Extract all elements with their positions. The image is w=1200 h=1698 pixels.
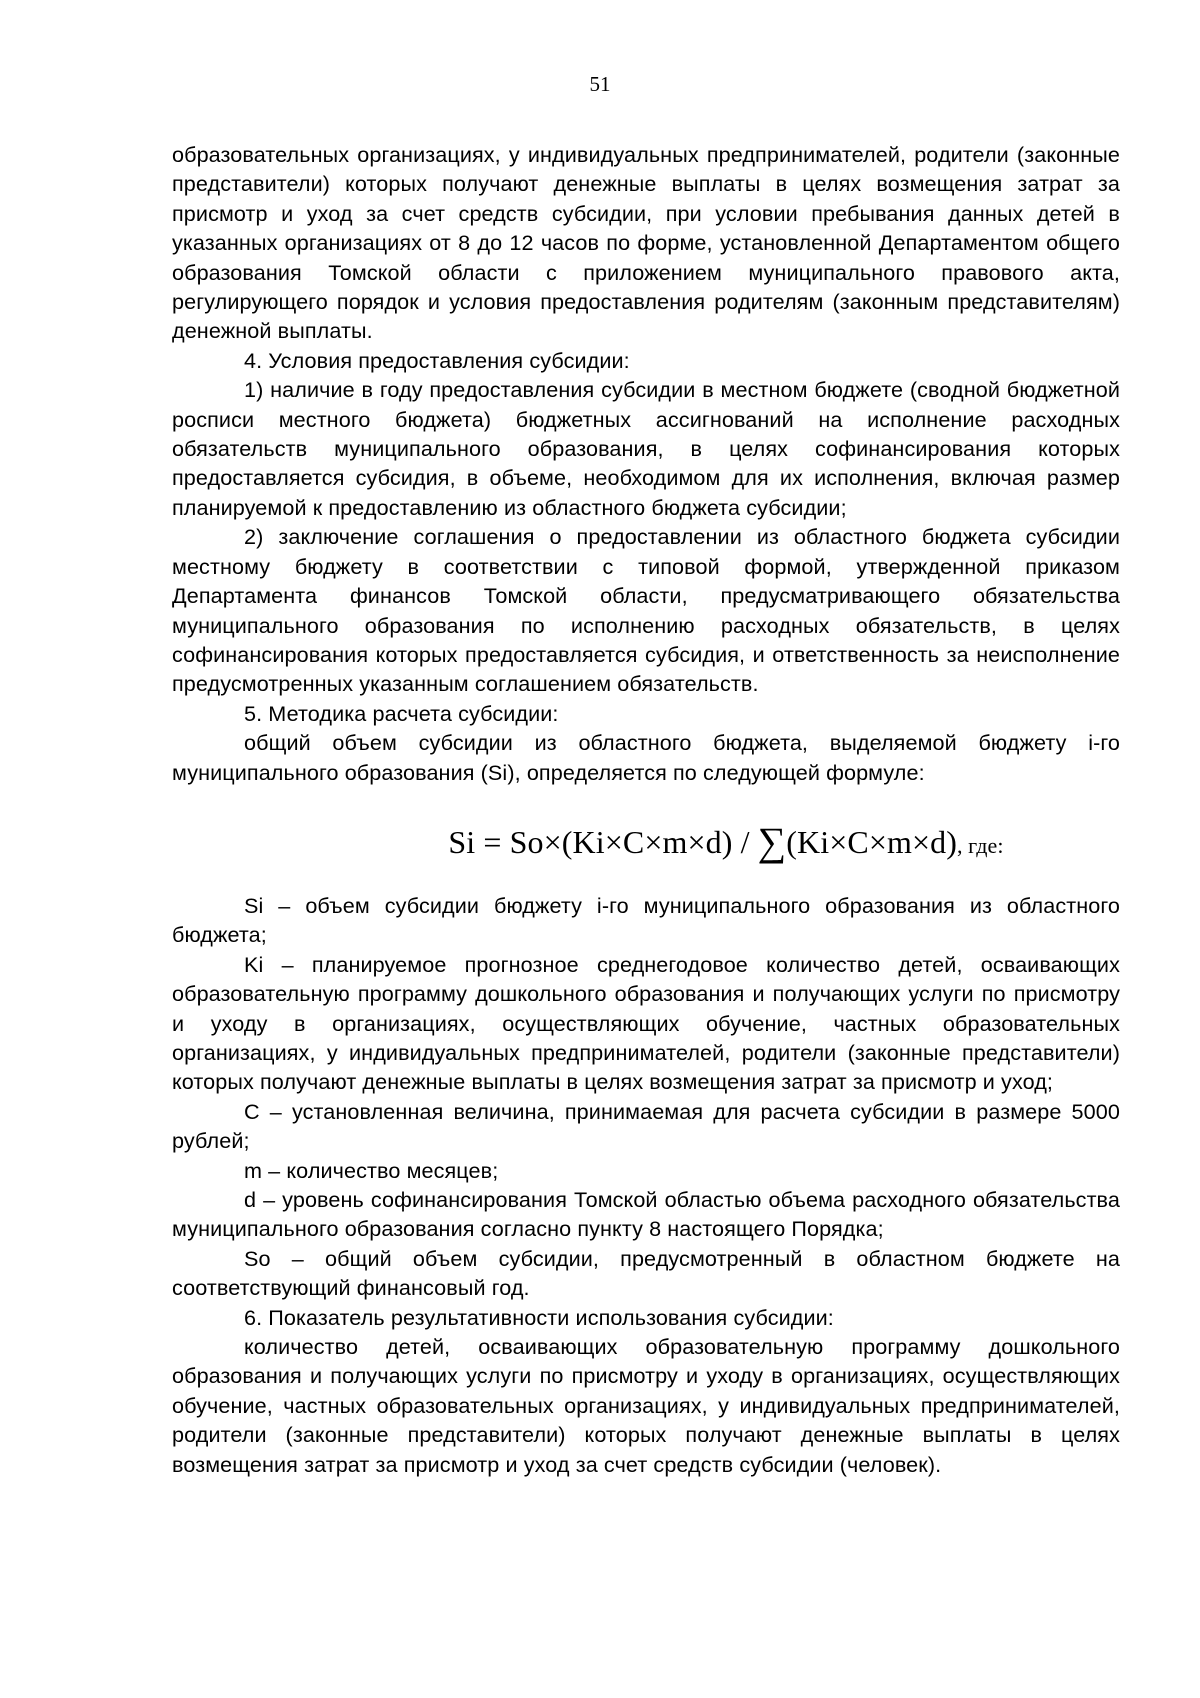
condition-1: 1) наличие в году предоставления субсидии в местном бюджете (сводной бюджетной росписи местного бюджета) бюджетных ассигнований на исполнение расходных обязательств муниципального образования, в целях софинансирования которых предоставляется субсидия, в объеме, необходимом для их исполнения, включая размер планируемой к предоставлению из областного бюджета субсидии; — [172, 377, 1120, 520]
definition-so: So – общий объем субсидии, предусмотренный в областном бюджете на соответствующий финансовый год. — [172, 1245, 1120, 1301]
definition-ki: Ki – планируемое прогнозное среднегодовое количество детей, осваивающих образовательную программу дошкольного образования и получающих услуги по присмотру и уходу в организациях, осуществляющих обучение, частных образовательных организациях, у индивидуальных предпринимателей, родители (законные представители) которых получают денежные выплаты в целях возмещения затрат за присмотр и уход; — [172, 951, 1120, 1095]
indicator-text: количество детей, осваивающих образовательную программу дошкольного образования и получающих услуги по присмотру и уходу в организациях, осуществляющих обучение, частных образовательных организациях, у индивидуальных предпринимателей, родители (законные представители) которых получают денежные выплаты в целях возмещения затрат за присмотр и уход за счет средств субсидии (человек). — [172, 1334, 1120, 1477]
definition-m: m – количество месяцев; — [244, 1157, 499, 1183]
section-5-heading: 5. Методика расчета субсидии: — [244, 700, 559, 726]
page-number: 51 — [589, 72, 611, 96]
condition-2: 2) заключение соглашения о предоставлении из областного бюджета субсидии местному бюджету в соответствии с типовой формой, утвержденной приказом Департамента финансов Томской области, предусматривающего обязательства муниципального образования по исполнению расходных обязательств, в целях софинансирования которых предоставляется субсидия, и ответственность за неисполнение предусмотренных указанным соглашением обязательств. — [172, 524, 1120, 697]
definition-c: C – установленная величина, принимаемая для расчета субсидии в размере 5000 рублей; — [172, 1098, 1120, 1154]
section-4-heading: 4. Условия предоставления субсидии: — [244, 347, 630, 373]
subsidy-formula — [172, 801, 1120, 879]
section-6-heading: 6. Показатель результативности использования субсидии: — [244, 1304, 834, 1330]
formula-left: Si = So×(Ki×C×m×d) / — [448, 823, 758, 860]
sum-symbol: ∑ — [757, 818, 787, 864]
definition-d: d – уровень софинансирования Томской областью объема расходного обязательства муниципального образования согласно пункту 8 настоящего Порядка; — [172, 1187, 1120, 1242]
document-body — [172, 140, 1120, 1479]
formula-right: (Ki×C×m×d) — [786, 823, 957, 860]
definition-si: Si – объем субсидии бюджету i-го муниципального образования из областного бюджета; — [172, 892, 1120, 948]
method-text: общий объем субсидии из областного бюджета, выделяемой бюджету i-го муниципального образования (Si), определяется по следующей формуле: — [172, 730, 1120, 785]
formula-tail: , где: — [956, 832, 1004, 858]
paragraph-intro: образовательных организациях, у индивидуальных предпринимателей, родители (законные представители) которых получают денежные выплаты в целях возмещения затрат за присмотр и уход за счет средств субсидии, при условии пребывания данных детей в указанных организациях от 8 до 12 часов по форме, установленной Департаментом общего образования Томской области с приложением муниципального правового акта, регулирующего порядок и условия предоставления родителям (законным представителям) денежной выплаты. — [172, 142, 1120, 344]
